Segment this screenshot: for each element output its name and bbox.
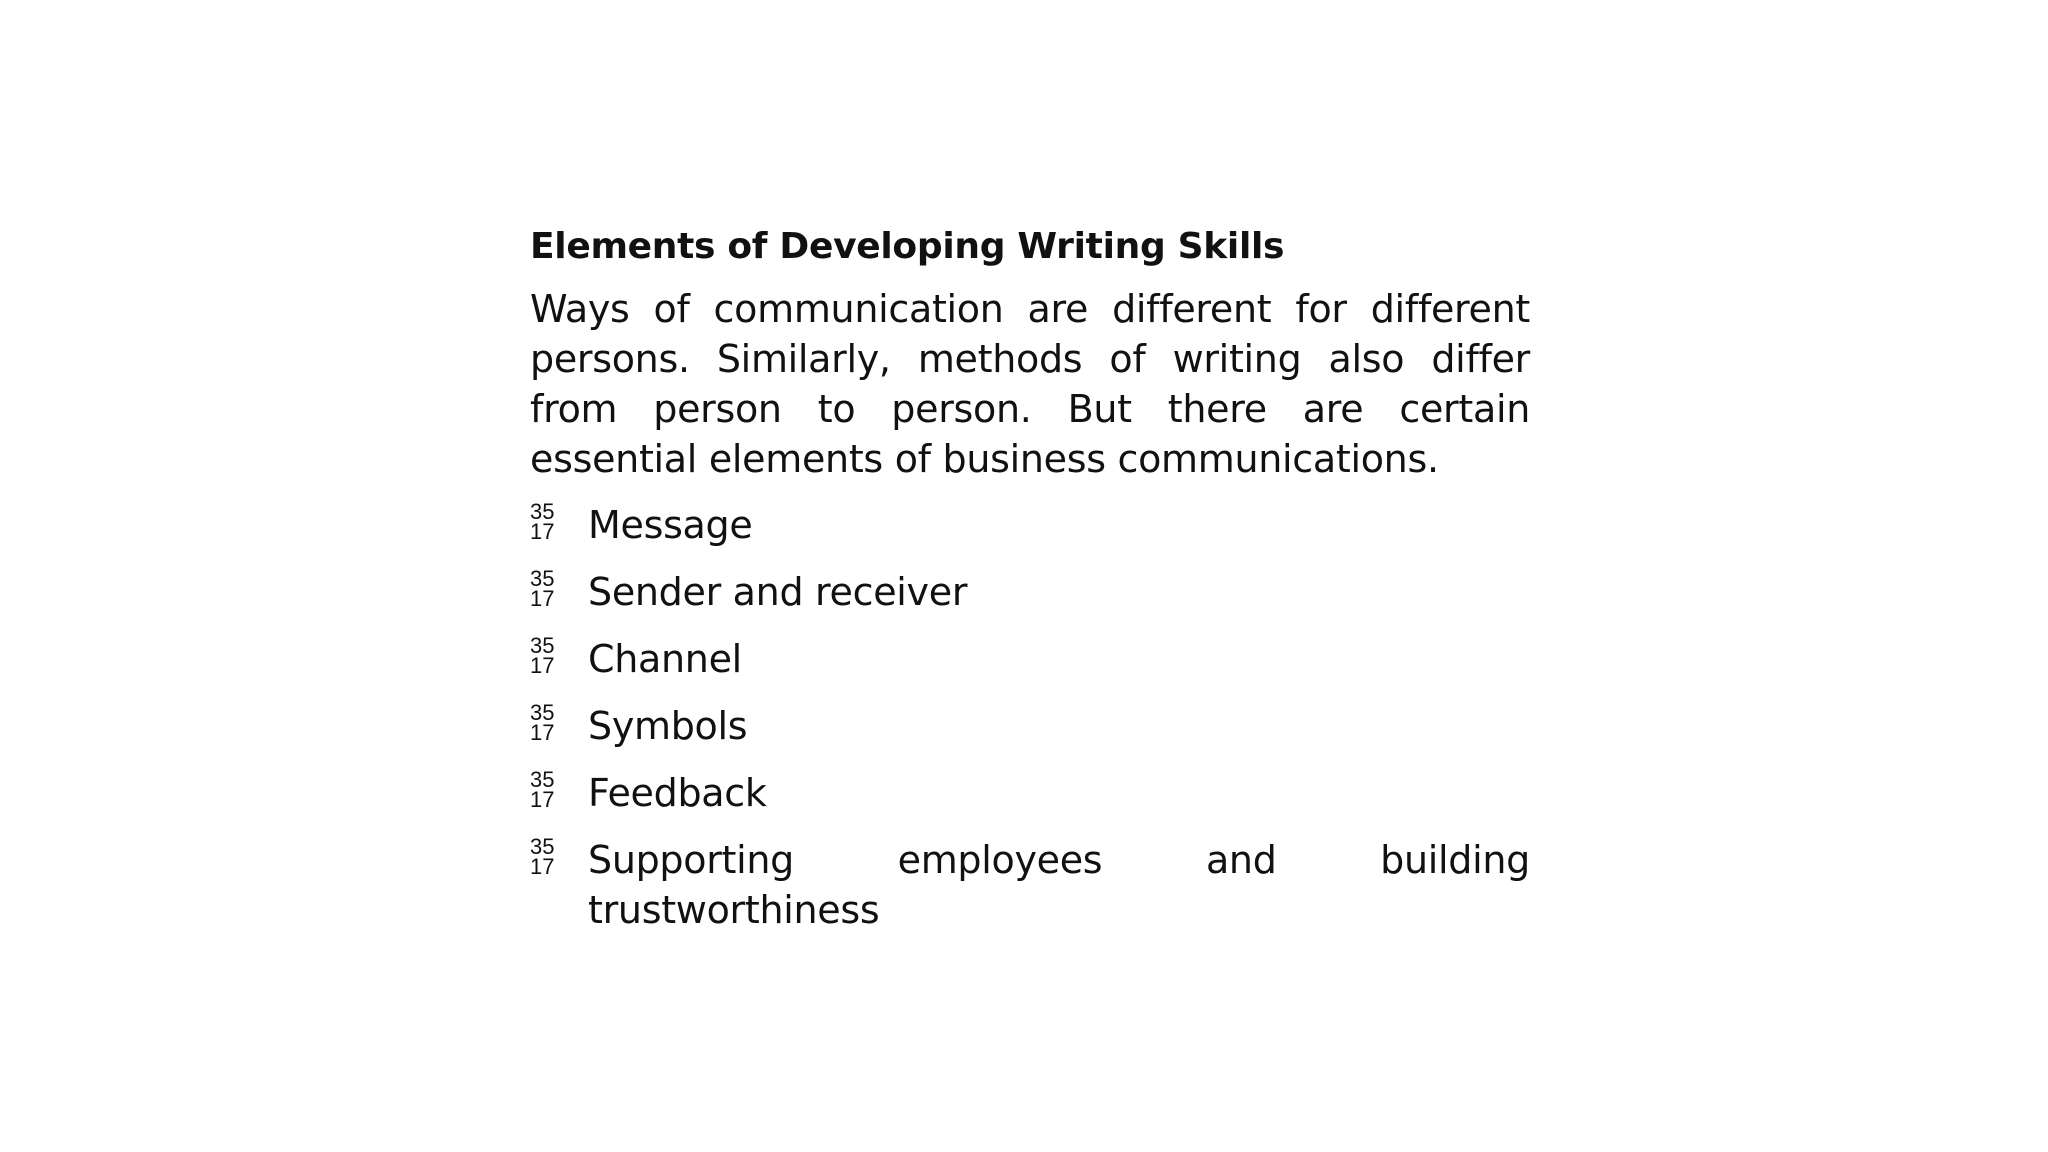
- list-item: [530, 634, 1530, 684]
- document-body: [530, 222, 1530, 952]
- bullet-marker: 35 17: [530, 499, 555, 544]
- bullet-marker: 35 17: [530, 700, 555, 745]
- elements-list: [530, 500, 1530, 935]
- list-item-text: Sender and receiver: [588, 570, 968, 614]
- list-item-text: Supporting employees and building trustworthiness: [588, 838, 1530, 932]
- list-item-text: Channel: [588, 637, 742, 681]
- list-item: [530, 500, 1530, 550]
- list-item: [530, 701, 1530, 751]
- list-item: [530, 835, 1530, 935]
- list-item-text: Feedback: [588, 771, 767, 815]
- list-item: [530, 567, 1530, 617]
- bullet-marker: 35 17: [530, 767, 555, 812]
- section-heading: Elements of Developing Writing Skills: [530, 226, 1285, 267]
- bullet-marker: 35 17: [530, 566, 555, 611]
- list-item: [530, 768, 1530, 818]
- bullet-marker: 35 17: [530, 633, 555, 678]
- list-item-text: Message: [588, 503, 753, 547]
- list-item-text: Symbols: [588, 704, 748, 748]
- intro-paragraph: Ways of communication are different for different persons. Similarly, methods of writing also differ from person to person. But there are certain essential elements of business communications.: [530, 287, 1530, 481]
- bullet-marker: 35 17: [530, 834, 555, 879]
